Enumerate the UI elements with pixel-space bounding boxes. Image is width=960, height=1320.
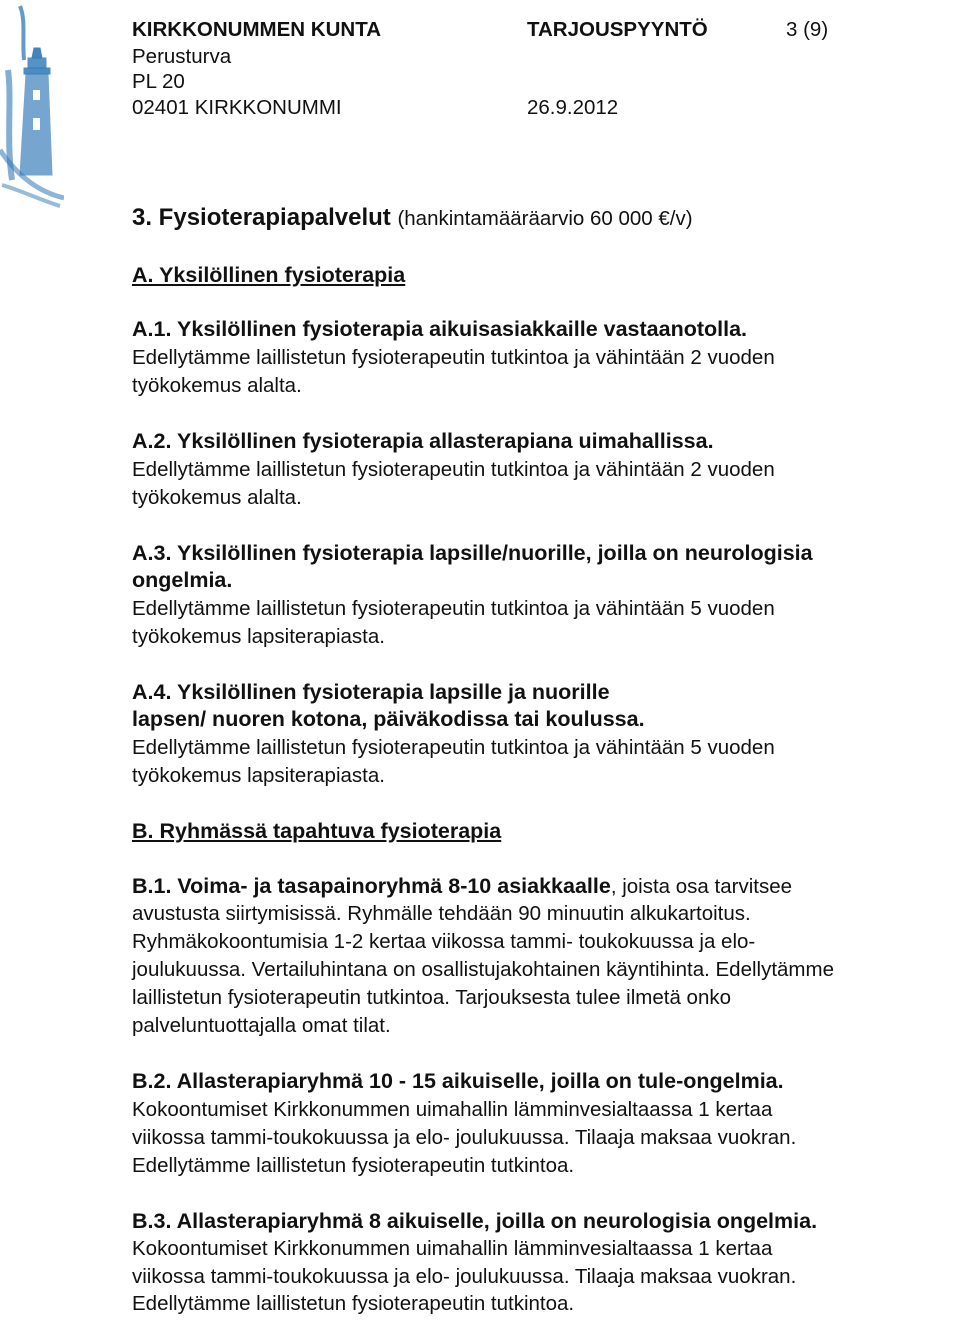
b3-text-3: Edellytämme laillistetun fysioterapeutin tutkintoa. bbox=[132, 1292, 575, 1315]
a4-title-2: lapsen/ nuoren kotona, päiväkodissa tai koulussa. bbox=[132, 707, 645, 731]
section-heading bbox=[132, 204, 693, 232]
b2-title: B.2. Allasterapiaryhmä 10 - 15 aikuiselle, joilla on tule-ongelmia. bbox=[132, 1069, 784, 1093]
a4-title-1: A.4. Yksilöllinen fysioterapia lapsille ja nuorille bbox=[132, 680, 610, 704]
b1-text-5: palveluntuottajalla omat tilat. bbox=[132, 1014, 391, 1037]
section-title: 3. Fysioterapiapalvelut bbox=[132, 204, 391, 231]
a3-text-1: Edellytämme laillistetun fysioterapeutin tutkintoa ja vähintään 5 vuoden bbox=[132, 597, 775, 620]
subsection-a-heading: A. Yksilöllinen fysioterapia bbox=[132, 263, 406, 287]
b1-text-3: joulukuussa. Vertailuhintana on osallistujakohtainen käyntihinta. Edellytämme bbox=[132, 958, 834, 981]
b3-text-2: viikossa tammi-toukokuussa ja elo- joulukuussa. Tilaaja maksaa vuokran. bbox=[132, 1265, 797, 1288]
b1-text-1: avustusta siirtymisissä. Ryhmälle tehdään 90 minuutin alkukartoitus. bbox=[132, 902, 751, 925]
page-number: 3 (9) bbox=[786, 18, 829, 41]
doc-type: TARJOUSPYYNTÖ bbox=[527, 18, 708, 41]
b2-text-1: Kokoontumiset Kirkkonummen uimahallin lämminvesialtaassa 1 kertaa bbox=[132, 1098, 773, 1121]
subsection-b-heading: B. Ryhmässä tapahtuva fysioterapia bbox=[132, 819, 502, 843]
a1-text-1: Edellytämme laillistetun fysioterapeutin tutkintoa ja vähintään 2 vuoden bbox=[132, 346, 775, 369]
a1-title: A.1. Yksilöllinen fysioterapia aikuisasiakkaille vastaanotolla. bbox=[132, 317, 748, 341]
po-box: PL 20 bbox=[132, 70, 185, 93]
b2-text-3: Edellytämme laillistetun fysioterapeutin tutkintoa. bbox=[132, 1154, 575, 1177]
a2-text-1: Edellytämme laillistetun fysioterapeutin tutkintoa ja vähintään 2 vuoden bbox=[132, 458, 775, 481]
b3-title: B.3. Allasterapiaryhmä 8 aikuiselle, joilla on neurologisia ongelmia. bbox=[132, 1209, 818, 1233]
a3-title-1: A.3. Yksilöllinen fysioterapia lapsille/nuorille, joilla on neurologisia bbox=[132, 541, 813, 565]
b1-text-4: laillistetun fysioterapeutin tutkintoa. Tarjouksesta tulee ilmetä onko bbox=[132, 986, 732, 1009]
b3-text-1: Kokoontumiset Kirkkonummen uimahallin lämminvesialtaassa 1 kertaa bbox=[132, 1237, 773, 1260]
b1-text-2: Ryhmäkokoontumisia 1-2 kertaa viikossa tammi- toukokuussa ja elo- bbox=[132, 930, 756, 953]
a1-text-2: työkokemus alalta. bbox=[132, 374, 302, 397]
lighthouse-logo bbox=[0, 0, 64, 210]
postal-address: 02401 KIRKKONUMMI bbox=[132, 96, 342, 119]
org-name: KIRKKONUMMEN KUNTA bbox=[132, 18, 382, 41]
a2-title: A.2. Yksilöllinen fysioterapia allasterapiana uimahallissa. bbox=[132, 429, 714, 453]
a3-text-2: työkokemus lapsiterapiasta. bbox=[132, 625, 385, 648]
b1-title-rest: , joista osa tarvitsee bbox=[610, 875, 792, 898]
a3-title-2: ongelmia. bbox=[132, 568, 233, 592]
department: Perusturva bbox=[132, 45, 232, 68]
a4-text-2: työkokemus lapsiterapiasta. bbox=[132, 764, 385, 787]
a2-text-2: työkokemus alalta. bbox=[132, 486, 302, 509]
b1-title-line bbox=[132, 873, 792, 900]
section-note: (hankintamääräarvio 60 000 €/v) bbox=[397, 207, 693, 230]
a4-text-1: Edellytämme laillistetun fysioterapeutin tutkintoa ja vähintään 5 vuoden bbox=[132, 736, 775, 759]
b1-title: B.1. Voima- ja tasapainoryhmä 8-10 asiakkaalle bbox=[132, 874, 611, 898]
document-date: 26.9.2012 bbox=[527, 96, 619, 119]
b2-text-2: viikossa tammi-toukokuussa ja elo- joulukuussa. Tilaaja maksaa vuokran. bbox=[132, 1126, 797, 1149]
